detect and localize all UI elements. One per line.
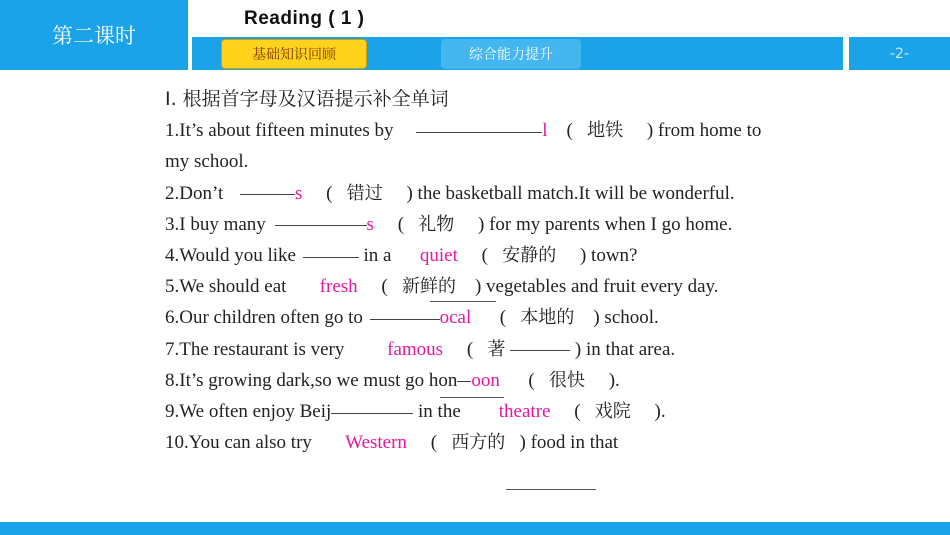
- answer-blank[interactable]: [370, 318, 440, 320]
- exercise-block: [165, 84, 785, 458]
- tab-comprehensive[interactable]: 综合能力提升: [441, 39, 581, 69]
- item-text-end: ) for my parents when I go home.: [478, 213, 733, 235]
- answer-text: l: [542, 120, 548, 142]
- exercise-item-6: 6.Our children often go to ocal ( 本地的 ) school.: [165, 307, 659, 329]
- exercise-item-1: 1.It’s about fifteen minutes by l ( 地铁 ) from home to my school.: [165, 120, 762, 173]
- exercise-item-7: 7.The restaurant is very famous ( 著 ) in that area.: [165, 338, 676, 360]
- exercise-item-4: 4.Would you like in a quiet ( 安静的 ) town?: [165, 245, 638, 267]
- item-text-end: ).: [608, 369, 620, 391]
- answer-text: fresh: [319, 276, 358, 298]
- item-text-end: ).: [654, 401, 666, 423]
- exercise-heading: Ⅰ. 根据首字母及汉语提示补全单词: [165, 88, 449, 110]
- answer-blank[interactable]: [303, 256, 359, 258]
- item-text-end: ) vegetables and fruit every day.: [474, 276, 719, 298]
- answer-text: s: [294, 182, 303, 204]
- answer-text: quiet: [419, 245, 458, 267]
- item-text: 7.The restaurant is very: [165, 338, 345, 360]
- answer-text: famous: [387, 338, 444, 360]
- answer-blank[interactable]: [275, 224, 367, 226]
- page-number: -2-: [849, 37, 950, 70]
- item-text-end: ) food in that: [519, 432, 619, 454]
- answer-blank-line: [506, 489, 596, 490]
- exercise-item-10: 10.You can also try Western ( 西方的 ) food in that: [165, 432, 619, 454]
- hint-text: 错过: [346, 182, 383, 204]
- answer-text: s: [366, 213, 374, 235]
- hint-text: 新鲜的: [401, 276, 456, 298]
- hint-text: 礼物: [418, 213, 455, 235]
- exercise-item-3: 3.I buy many s ( 礼物 ) for my parents when I go home.: [165, 213, 733, 235]
- item-text-end: ) from home to my school.: [165, 120, 762, 173]
- hint-text: 戏院: [594, 401, 631, 423]
- answer-blank[interactable]: [240, 193, 295, 195]
- bottom-bar: [0, 522, 950, 535]
- tab-basic-review[interactable]: 基础知识回顾: [221, 39, 367, 69]
- item-text-end: ) in that area.: [574, 338, 676, 360]
- exercise-item-9: 9.We often enjoy Beij in the theatre ( 戏院 ).: [165, 401, 666, 423]
- item-text-end: ) town?: [579, 245, 638, 267]
- answer-text: ocal: [439, 307, 472, 329]
- answer-blank[interactable]: [416, 131, 542, 133]
- answer-blank-line: [430, 301, 496, 302]
- exercise-item-5: 5.We should eat fresh ( 新鲜的 ) vegetables and fruit every day.: [165, 276, 719, 298]
- item-text: 9.We often enjoy Beij: [165, 401, 332, 423]
- answer-text: oon: [471, 369, 500, 391]
- item-text: 10.You can also try: [165, 432, 312, 454]
- item-text: 8.It’s growing dark,so we must go hon: [165, 369, 458, 391]
- answer-text: theatre: [498, 401, 551, 423]
- hint-text: 很快: [548, 369, 585, 391]
- exercise-item-8: 8.It’s growing dark,so we must go hon oon ( 很快 ).: [165, 369, 620, 391]
- hint-text: 安静的: [502, 245, 557, 267]
- hint-text: 著: [487, 338, 506, 360]
- item-text-end: ) the basketball match.It will be wonderful.: [406, 182, 735, 204]
- answer-text: Western: [345, 432, 407, 454]
- hint-text: 本地的: [520, 307, 575, 329]
- item-text: 2.Don’t: [165, 182, 224, 204]
- item-text: 6.Our children often go to: [165, 307, 363, 329]
- item-text: 5.We should eat: [165, 276, 287, 298]
- item-text: 1.It’s about fifteen minutes by: [165, 120, 394, 142]
- answer-blank-line: [440, 397, 504, 398]
- exercise-item-2: 2.Don’t s ( 错过 ) the basketball match.It will be wonderful.: [165, 182, 735, 204]
- item-text: 4.Would you like: [165, 245, 296, 267]
- hint-text: 西方的: [451, 432, 506, 454]
- answer-blank[interactable]: [510, 349, 570, 351]
- page-title: Reading ( 1 ): [244, 8, 365, 29]
- item-text-end: ) school.: [593, 307, 659, 329]
- answer-blank[interactable]: [331, 412, 413, 414]
- answer-blank[interactable]: [457, 380, 471, 382]
- item-text: 3.I buy many: [165, 213, 266, 235]
- item-text-mid: in a: [363, 245, 392, 267]
- hint-text: 地铁: [587, 120, 624, 142]
- lesson-tab: 第二课时: [0, 0, 188, 70]
- item-text-mid: in the: [418, 401, 461, 423]
